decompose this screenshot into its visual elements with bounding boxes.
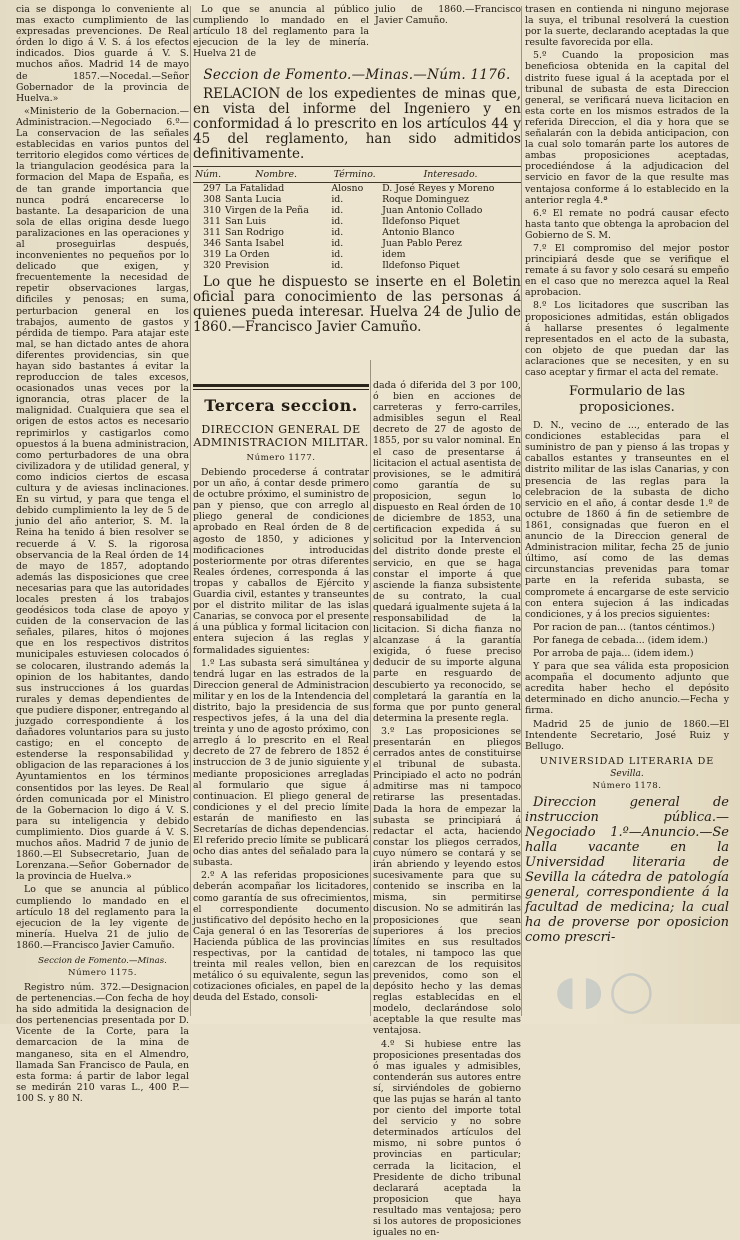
closing-statement: Lo que he dispuesto se inserte en el Boletin oficial para conocimiento de las personas á quienes pueda interesar. Huelva 24 de Julio de 1860.—Francisco Javier Camuño. — [193, 274, 521, 336]
table-row — [193, 205, 521, 216]
cell: Santa Isabel — [225, 238, 285, 250]
watermark-logo: ◖◗◯ — [555, 968, 660, 1014]
cell: D. José Reyes y Moreno — [382, 183, 495, 195]
cell: Ildefonso Piquet — [382, 260, 460, 272]
cell: Virgen de la Peña — [225, 205, 309, 217]
university-city: Sevilla. — [610, 768, 644, 779]
cell: Roque Dominguez — [382, 194, 469, 206]
paragraph: 7.º El compromiso del mejor postor principiará desde que se verifique el remate á su favor y solo cesará su empeño en el caso que no merezca aquel la Real aprobacion. — [525, 242, 729, 299]
table-header-row — [193, 167, 521, 183]
cell: 320 — [203, 260, 221, 272]
paragraph: 1.º Las subasta será simultánea y tendrá lugar en las estrados de la Direccion general de Administracion militar y en los de la Intendencia del distrito, bajo la presidencia de sus respectivos jefes, á la una del dia treinta y uno de agosto próximo, con arreglo á lo prescrito en el Real decreto de 27 de febrero de 1852 é instruccion de 3 de junio siguiente y mediante proposiciones arregladas al formulario que sigue á continuacion. El pliego general de condiciones y el del precio límite estarán de manifiesto en las Secretarías de dichas dependencias. El referido precio límite se publicará ocho dias antes del señalado para la subasta. — [193, 657, 369, 869]
cell: 311 — [203, 227, 221, 239]
form-heading: Formulario de las proposiciones. — [568, 384, 686, 416]
price-line: Por racion de pan... (tantos céntimos.) — [533, 621, 715, 633]
cell: San Luis — [225, 216, 267, 228]
price-line: Por arroba de paja... (idem idem.) — [533, 647, 694, 659]
section-header: Seccion de Fomento.—Minas. — [38, 955, 167, 966]
cell: id. — [331, 216, 344, 228]
cell: id. — [331, 227, 344, 239]
university-heading: UNIVERSIDAD LITERARIA DE — [539, 755, 715, 767]
paragraph: Y para que sea válida esta proposicion acompaña el documento adjunto que acredita haber hecho el depósito determinado en dicho anuncio.—Fecha y firma. — [525, 661, 729, 717]
table-row — [193, 183, 521, 195]
cell: La Orden — [225, 249, 270, 261]
cell: id. — [331, 238, 344, 250]
relacion-title: RELACION de los expedientes de minas que, en vista del informe del Ingeniero y en conformidad á lo prescrito en los artículos 44 y 45 del reglamento, han sido admitidos definitivamente. — [193, 86, 521, 163]
cell: id. — [331, 194, 344, 206]
price-line: Por fanega de cebada... (idem idem.) — [533, 634, 708, 646]
cell: 297 — [203, 183, 221, 195]
paragraph: 5.º Cuando la proposicion mas beneficiosa obtenida en la capital del distrito fuese igual á la aceptada por el tribunal de subasta de esta Direccion general, se verificará nueva licitacion en esta corte en los mismos estrados de la referida Direccion, el dia y hora que se señalarán con la debida anticipacion, con la cual solo tomarán parte los autores de ambas proposiciones aceptadas, procediéndose á la adjudicacion del servicio en favor de la que resulte mas ventajosa conforme á lo establecido en la anterior regla 4.ª — [525, 50, 729, 206]
cell: 310 — [203, 205, 221, 217]
mines-table — [193, 166, 521, 271]
column-header: Interesado. — [380, 167, 521, 183]
paragraph: dada ó diferida del 3 por 100, ó bien en acciones de carreteras y ferro-carriles, admisibles segun el Real decreto de 27 de agosto de 1855, por su valor nominal. En el caso de presentarse á licitacion el actual asentista de provisiones, se le admitirá como garantía de su proposicion, segun lo dispuesto en Real órden de 10 de diciembre de 1853, una certificacion expedida á su solicitud por la Intervencion del distrito donde preste el servicio, en que se haga constar el importe á que asciende la fianza subsistente de su contrato, la cual quedará igualmente sujeta á la responsabilidad de la licitacion. Si dicha fianza no alcanzase á la garantía exigida, ó fuese preciso deducir de su importe alguna parte en resguardo de descubierto ya reconocido, se completará la garantía en la forma que por punto general determina la presente regla. — [373, 380, 521, 724]
cell: id. — [331, 249, 344, 261]
cell: 346 — [203, 238, 221, 250]
mining-notice-block — [193, 4, 521, 335]
announcement: Direccion general de instruccion pública.—Negociado 1.º—Anuncio.—Se halla vacante en la Universidad literaria de Sevilla la cátedra de patología general, correspondiente á la facultad de medicina; la cual ha de proverse por oposicion como prescri- — [525, 794, 729, 945]
column-header: Nombre. — [223, 167, 329, 183]
cell: San Rodrigo — [225, 227, 284, 239]
column-1 — [16, 4, 189, 1106]
section-heading: Seccion de Fomento.—Minas.—Núm. 1176. — [203, 67, 511, 84]
column-4 — [525, 4, 729, 945]
divider — [193, 389, 369, 390]
paragraph: Lo que se anuncia al público cumpliendo lo mandado en el artículo 18 del reglamento para la ejecucion de la ley vigente de minería. Huelva 21 de julio de 1860.—Francisco Javier Camuño. — [16, 884, 189, 951]
paragraph: Registro núm. 372.—Designacion de pertenencias.—Con fecha de hoy ha sido admitida la designacion de dos pertenencias presentada por D. Vicente de la Corte, para la demarcacion de la mina de manganeso, sita en el Almendro, llamada San Francisco de Paula, en esta forma: á partir de labor legal se medirán 210 varas L., 400 P.—100 S. y 80 N. — [16, 981, 189, 1104]
column-rule — [521, 6, 522, 1016]
column-header: Término. — [329, 167, 380, 183]
cell: 319 — [203, 249, 221, 261]
column-rule — [370, 360, 371, 1016]
cell: Prevision — [225, 260, 270, 272]
cell: Juan Pablo Perez — [382, 238, 462, 250]
paragraph: trasen en contienda ni ninguno mejorase la suya, el tribunal resolverá la cuestion por la suerte, declarando aceptadas la que resulte favorecida por ella. — [525, 4, 729, 49]
cell: La Fatalidad — [225, 183, 285, 195]
cell: 311 — [203, 216, 221, 228]
notice-number: Número 1177. — [246, 453, 316, 463]
table-row — [193, 260, 521, 271]
column-2 — [193, 378, 369, 1006]
paragraph: Debiendo procederse á contratar por un año, á contar desde primero de octubre próximo, el suministro de pan y pienso, que con arreglo al pliego general de condiciones aprobado en Real órden de 8 de agosto de 1850, y adiciones y modificaciones introducidas posteriormente por otras diferentes Reales órdenes, corresponda á las tropas y caballos de Ejército y Guardia civil, estantes y transeuntes por el distrito militar de las islas Canarias, se convoca por el presente á una pública y formal licitacion con entera sujecion á las reglas y formalidades siguientes: — [193, 467, 369, 656]
paragraph: «Ministerio de la Gobernacion.—Administracion.—Negociado 6.º—La conservacion de las señales establecidas en varios puntos del territorio elegidos como vértices de la triangulacion geodésica para la formacion del Mapa de España, es de tan grande importancia que nunca podrá encarecerse lo bastante. La desaparicion de una sola de ellas origina desde luego paralizaciones en las operaciones y al proseguirlas después, inconvenientes no pequeños por lo delicado que exigen, y frecuentemente la necesidad de repetir observaciones largas, dificiles y penosas; en suma, perturbacion general en los trabajos, aumento de gastos y pérdida de tiempo. Para atajar este mal, se han dictado antes de ahora diferentes providencias, sin que hayan sido bastantes á evitar la reproduccion de tales excesos, ocasionados unas veces por la ignorancia, otras placer de la malignidad. Cualquiera que sea el origen de estos actos es necesario reprimirlos y castigarlos como opuestos á la buena administracion, como perturbadores de una obra civilizadora y de utilidad general, y como indicios ciertos de escasa cultura y de aviesas inclinaciones. En su virtud, y para que tenga el debido cumplimiento la ley de 5 de junio del año anterior, S. M. la Reina ha tenido á bien resolver se recuerde á V. S. la rigorosa observancia de la Real órden de 14 de mayo de 1857, adoptando además las disposiciones que cree necesarias para que las autoridades locales presten á los trabajos geodésicos toda clase de apoyo y cuiden de la conservacion de las señales, pilares, hitos ó mojones que en los respectivos distritos municipales estuviesen colocados ó se colocaren, ilustrando además la opinion de los habitantes, dando sus instrucciones á los guardas rurales y demas dependientes de que pudiere disponer, entregando al juzgado correspondiente á los dañadores voluntarios para su justo castigo; en el concepto de estenderse la responsabilidad y obligacion de las reparaciones á los Ayuntamientos en los términos consentidos por las leyes. De Real órden comunicada por el Ministro de la Gobernacion lo digo á V. S. para su inteligencia y debido cumplimiento. Dios guarde á V. S. muchos años. Madrid 7 de junio de 1860.—El Subsecretario, Juan de Lorenzana.—Señor Gobernador de la provincia de Huelva.» — [16, 105, 189, 883]
cell: id. — [331, 205, 344, 217]
section-title: Tercera seccion. — [204, 396, 358, 415]
directorate-heading: DIRECCION GENERAL DE ADMINISTRACION MILITAR. — [193, 423, 369, 449]
table-row — [193, 227, 521, 238]
notice-number: Número 1178. — [592, 780, 662, 791]
cell: Alosno — [331, 183, 364, 195]
paragraph: 3.º Las proposiciones se presentarán en pliegos cerrados antes de constituirse el tribunal de subasta. Principiado el acto no podrán admitirse mas ni tampoco retirarse las presentadas. Dada la hora de empezar la subasta se principiará á redactar el acta, haciendo constar los pliegos cerrados, cuyo número se contará y se irán abriendo y leyendo estos sucesivamente para que su contenido se inscriba en la misma, sin permitirse discusion. No se admitirán las proposiciones que sean superiores á los precios límites en sus resultados totales, ni tampoco las que carezcan de los requisitos prevenidos, como son el depósito hecho y las demas reglas establecidas en el modelo, declarándose solo aceptable la que resulte mas ventajosa. — [373, 725, 521, 1037]
paragraph: 4.º Si hubiese entre las proposiciones presentadas dos ó mas iguales y admisibles, contenderán sus autores entre sí, sirviéndoles de gobierno que las pujas se harán al tanto por ciento del importe total del servicio y no sobre determinados artículos del mismo, ni sobre puntos ó provincias en particular; cerrada la licitacion, el Presidente de dicho tribunal declarará aceptada la proposicion que haya resultado mas ventajosa; pero si los autores de proposiciones iguales no en- — [373, 1038, 521, 1239]
cell: id. — [331, 260, 344, 272]
paragraph: julio de 1860.—Francisco Javier Camuño. — [375, 4, 521, 27]
paragraph: D. N., vecino de ..., enterado de las condiciones establecidas para el suministro de pan y pienso á las tropas y caballos estantes y transeuntes en el distrito militar de las islas Canarias, y con presencia de las reglas para la celebracion de la subasta de dicho servicio en el año, á contar desde 1.º de octubre de 1860 á fin de setiembre de 1861, consignadas que fueron en el anuncio de la Direccion general de Administracion militar, fecha 25 de junio último, así como de las demas circunstancias prevenidas para tomar parte en la referida subasta, se compromete á encargarse de este servicio con entera sujecion á las indicadas condiciones, y á los precios siguientes: — [525, 420, 729, 620]
paragraph: 8.º Los licitadores que suscriban las proposiciones admitidas, están obligados á hallarse presentes ó legalmente representados en el acto de la subasta, con objeto de que puedan dar las aclaraciones que se necesiten, y en su caso aceptar y firmar el acta del remate. — [525, 300, 729, 378]
table-row — [193, 216, 521, 227]
table-row — [193, 249, 521, 260]
divider — [193, 384, 369, 387]
cell: Santa Lucia — [225, 194, 282, 206]
cell: Antonio Blanco — [382, 227, 455, 239]
paragraph: 2.º A las referidas proposiciones deberán acompañar los licitadores, como garantía de sus ofrecimientos, el correspondiente documento justificativo del depósito hecho en la Caja general ó en las Tesorerías de Hacienda pública de las provincias respectivas, por la cantidad de treinta mil reales vellon, bien en metálico ó su equivalente, segun las cotizaciones oficiales, en papel de la deuda del Estado, consoli- — [193, 870, 369, 1004]
table-row — [193, 238, 521, 249]
cell: 308 — [203, 194, 221, 206]
column-header: Núm. — [193, 167, 223, 183]
cell: idem — [382, 249, 406, 261]
table-row — [193, 194, 521, 205]
paragraph: 6.º El remate no podrá causar efecto hasta tanto que obtenga la aprobacion del Gobierno de S. M. — [525, 207, 729, 241]
paragraph: cia se disponga lo conveniente al mas exacto cumplimiento de las expresadas prevenciones. De Real órden lo digo á V. S. á los efectos indicados. Dios guarde á V. S. muchos años. Madrid 14 de mayo de 1857.—Nocedal.—Señor Gobernador de la provincia de Huelva.» — [16, 4, 189, 104]
notice-number: Número 1175. — [68, 967, 137, 978]
column-3 — [373, 380, 521, 1240]
cell: Juan Antonio Collado — [382, 205, 483, 217]
paragraph: Lo que se anuncia al público cumpliendo lo mandado en el artículo 18 del reglamento para la ejecucion de la ley de minería. Huelva 21 de — [193, 4, 369, 60]
cell: Ildefonso Piquet — [382, 216, 460, 228]
signature: Madrid 25 de junio de 1860.—El Intendente Secretario, José Ruiz y Bellugo. — [525, 718, 729, 752]
column-rule — [190, 6, 191, 1016]
